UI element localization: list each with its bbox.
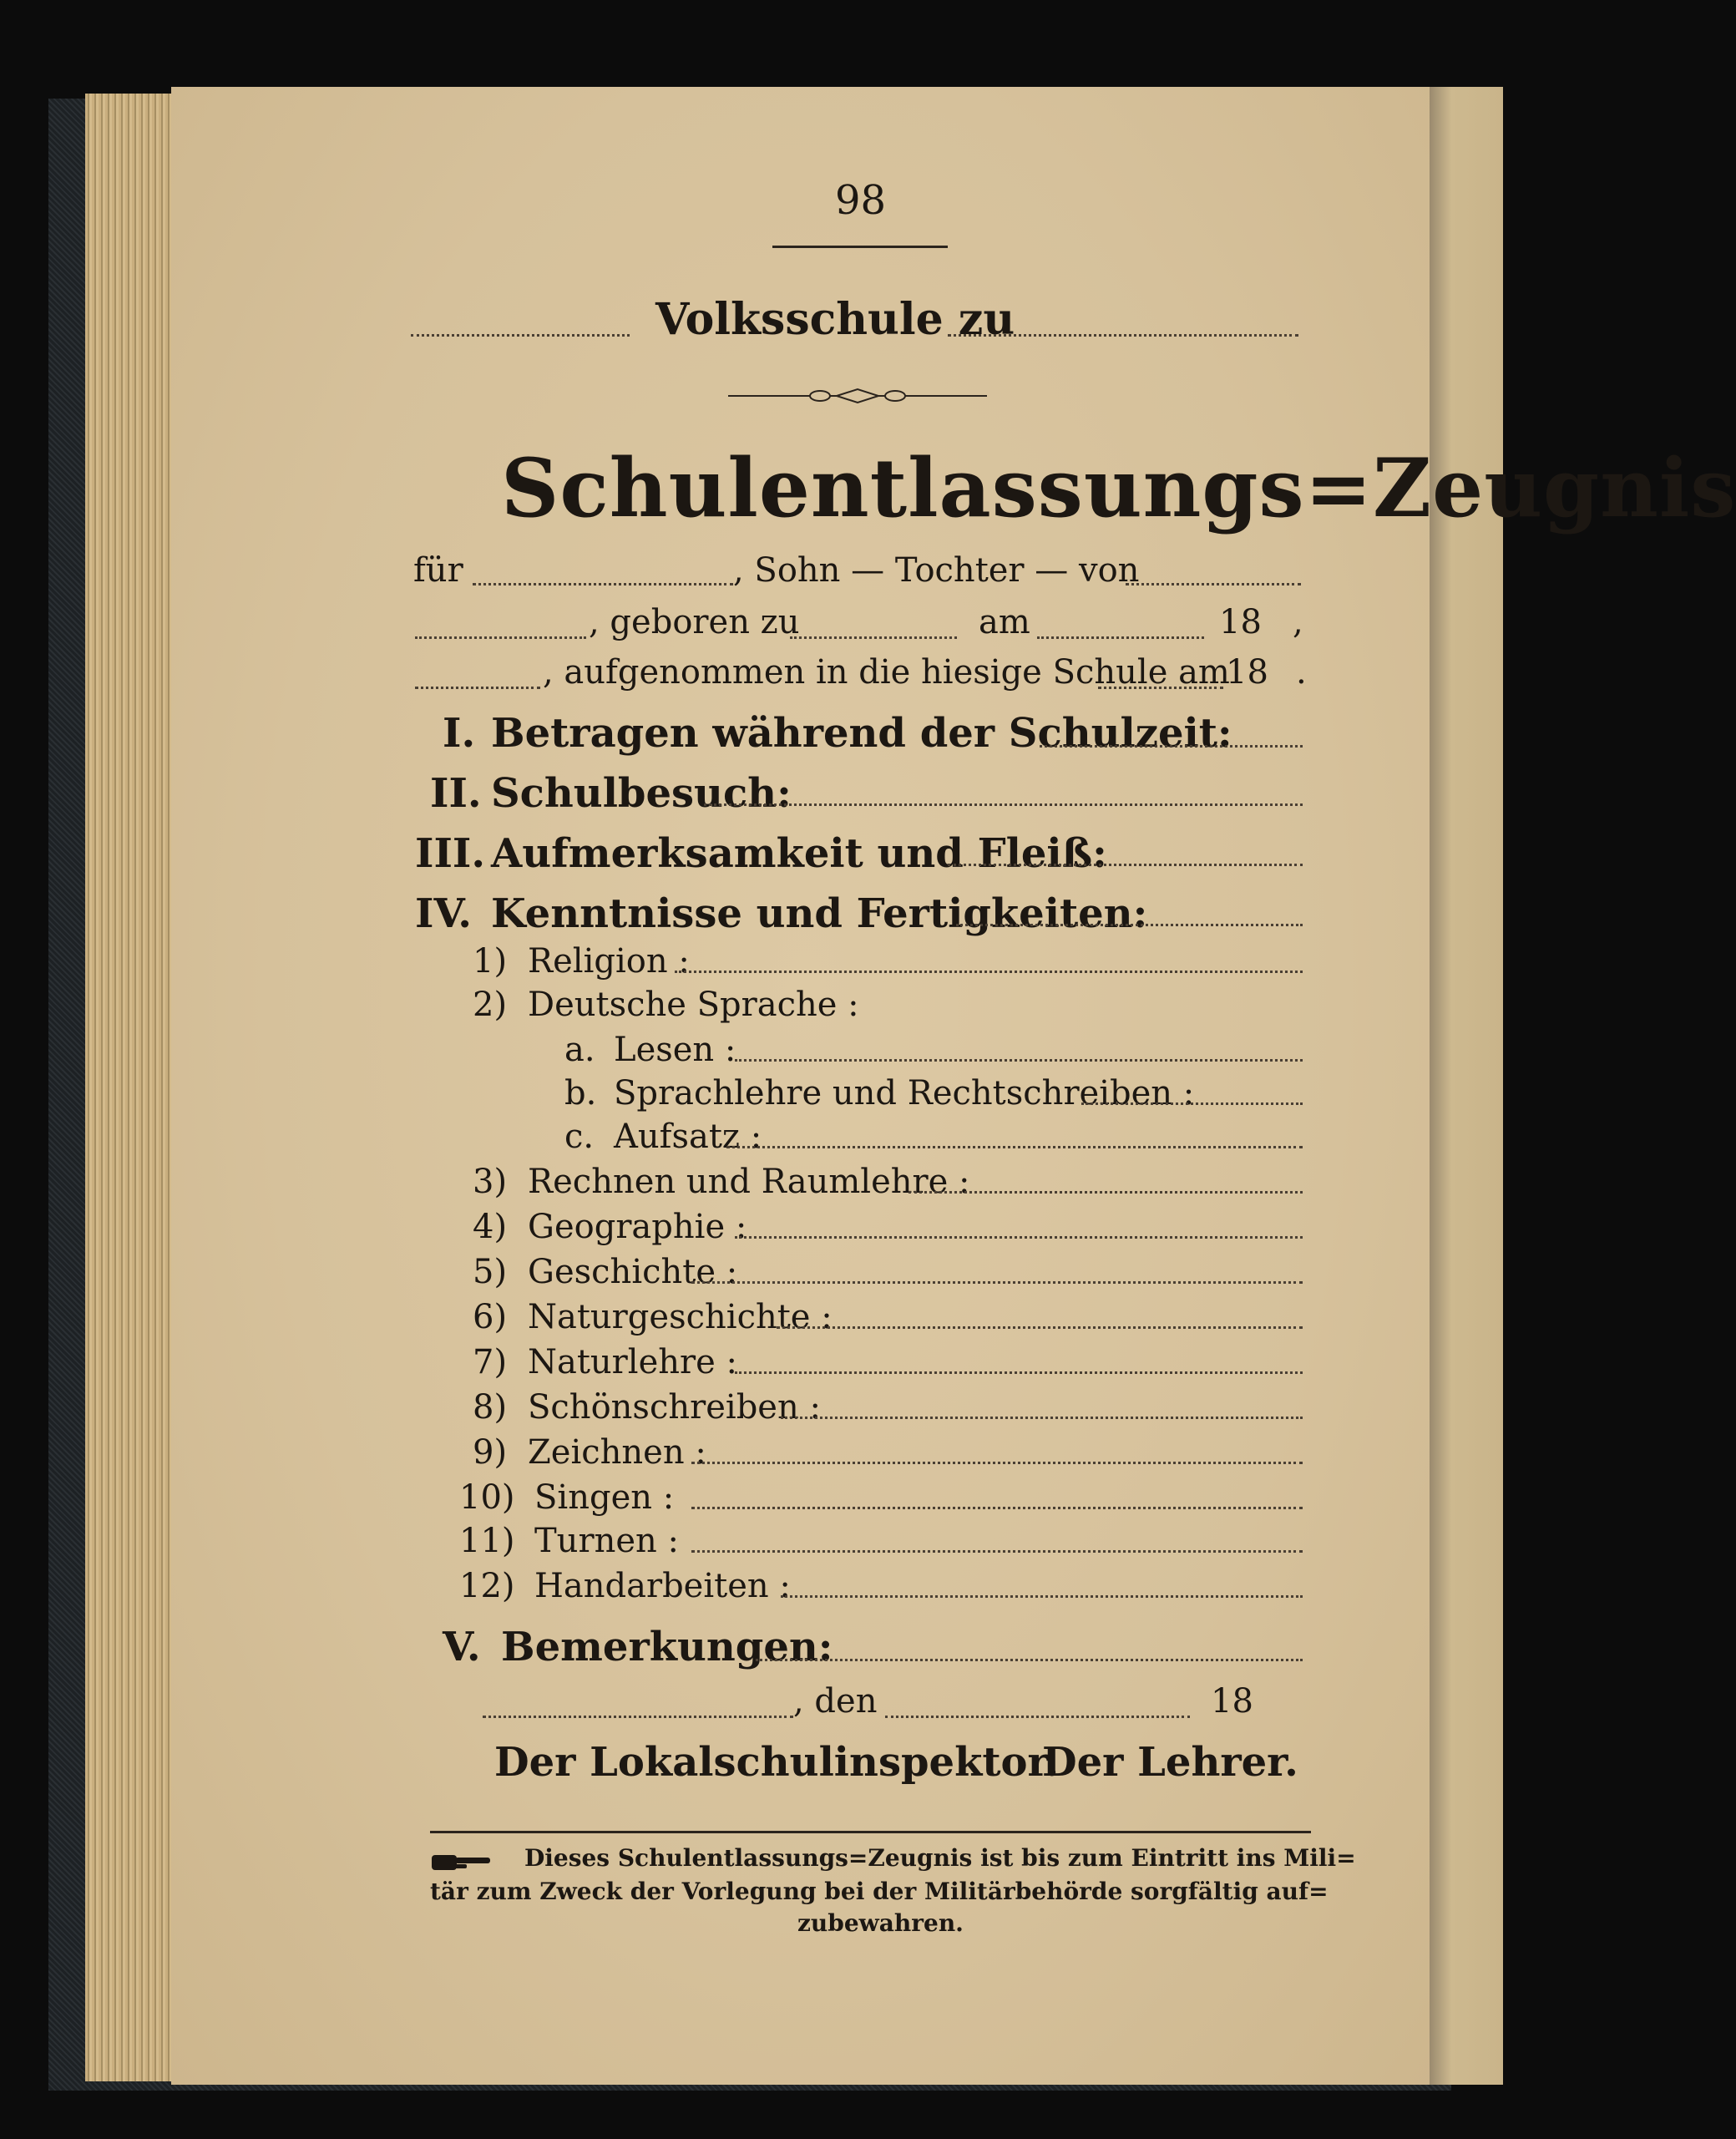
- subject-number: 6): [473, 1298, 508, 1336]
- birth-place-prefix-field[interactable]: [415, 636, 586, 639]
- subject-label: Religion :: [528, 942, 690, 981]
- subject-label: Geschichte :: [528, 1253, 738, 1291]
- footnote-line-3: zubewahren.: [797, 1909, 964, 1937]
- teacher-signature-label: Der Lehrer.: [1042, 1739, 1298, 1786]
- grade-field-arithmetic[interactable]: [908, 1191, 1303, 1194]
- grade-field-grammar[interactable]: [1081, 1102, 1303, 1105]
- grade-field-reading[interactable]: [735, 1059, 1303, 1062]
- section-i-numeral: I.: [443, 710, 476, 757]
- grade-field-history[interactable]: [691, 1281, 1303, 1284]
- remarks-field[interactable]: [756, 1659, 1303, 1661]
- section-i-label: Betragen während der Schulzeit:: [491, 710, 1232, 757]
- grade-field-natural-history[interactable]: [777, 1326, 1303, 1329]
- parent-name-field[interactable]: [1126, 583, 1301, 585]
- school-name-field[interactable]: [411, 334, 630, 337]
- grade-field-geography[interactable]: [735, 1236, 1303, 1239]
- footnote-line-2: tär zum Zweck der Vorlegung bei der Militärbehörde sorgfältig auf=: [430, 1878, 1329, 1905]
- fuer-label: für: [413, 551, 463, 590]
- knowledge-field[interactable]: [956, 924, 1303, 926]
- section-v-label: Bemerkungen:: [501, 1624, 833, 1670]
- school-location-field[interactable]: [948, 334, 1298, 337]
- subject-label: Handarbeiten :: [534, 1567, 791, 1605]
- grade-field-religion[interactable]: [675, 971, 1303, 973]
- grade-field-essay[interactable]: [726, 1146, 1303, 1148]
- birth-line-comma: ,: [1293, 603, 1303, 641]
- subject-number: 11): [459, 1522, 515, 1560]
- admitted-label: , aufgenommen in die hiesige Schule am: [543, 653, 1230, 692]
- pointing-hand-icon: [430, 1850, 493, 1873]
- subject-label: Naturlehre :: [528, 1343, 738, 1381]
- admission-year-label: 18: [1226, 653, 1268, 692]
- subject-label: Geographie :: [528, 1208, 747, 1246]
- subject-number: 3): [473, 1163, 508, 1201]
- page-number: 98: [835, 177, 887, 224]
- conduct-field[interactable]: [1040, 745, 1303, 748]
- certificate-title: Schulentlassungs=Zeugnis: [501, 441, 1736, 535]
- subject-number: b.: [564, 1074, 597, 1113]
- birth-place-field[interactable]: [790, 636, 957, 639]
- subject-label: Singen :: [534, 1478, 675, 1517]
- section-ii-label: Schulbesuch:: [491, 770, 792, 817]
- ornament-divider: [728, 384, 987, 408]
- admission-line-period: .: [1296, 653, 1307, 692]
- footnote-line-1: Dieses Schulentlassungs=Zeugnis ist bis zum Eintritt ins Mili=: [524, 1844, 1356, 1872]
- subject-label: Turnen :: [534, 1522, 679, 1560]
- subject-number: 7): [473, 1343, 508, 1381]
- subject-number: 8): [473, 1388, 508, 1427]
- issue-year-label: 18: [1211, 1682, 1253, 1721]
- subject-number: 9): [473, 1433, 508, 1472]
- subject-label: Zeichnen :: [528, 1433, 706, 1472]
- attendance-field[interactable]: [704, 803, 1303, 806]
- subject-number: a.: [564, 1031, 595, 1069]
- admission-date-field[interactable]: [1098, 687, 1223, 689]
- birth-date-field[interactable]: [1037, 636, 1204, 639]
- grade-field-drawing[interactable]: [691, 1462, 1303, 1464]
- issue-place-field[interactable]: [483, 1716, 793, 1718]
- section-iv-label: Kenntnisse und Fertigkeiten:: [491, 890, 1148, 937]
- born-in-label: , geboren zu: [589, 603, 800, 641]
- subject-label: Deutsche Sprache :: [528, 986, 859, 1024]
- inspector-signature-label: Der Lokalschulinspektor.: [494, 1739, 1060, 1786]
- pupil-name-field[interactable]: [473, 583, 733, 585]
- subject-label: Rechnen und Raumlehre :: [528, 1163, 970, 1201]
- subject-number: 2): [473, 986, 508, 1024]
- subject-number: 5): [473, 1253, 508, 1291]
- admission-prefix-field[interactable]: [415, 687, 540, 689]
- subject-label: Schönschreiben :: [528, 1388, 821, 1427]
- section-v-numeral: V.: [443, 1624, 481, 1670]
- page-gutter: [1430, 87, 1503, 2085]
- subject-label: Aufsatz :: [614, 1118, 762, 1156]
- subject-label: Naturgeschichte :: [528, 1298, 833, 1336]
- page-number-rule: [772, 246, 948, 248]
- subject-number: 10): [459, 1478, 515, 1517]
- section-iii-numeral: III.: [415, 830, 486, 877]
- diligence-field[interactable]: [948, 864, 1303, 866]
- grade-field-singing[interactable]: [691, 1507, 1303, 1509]
- grade-field-physics[interactable]: [735, 1371, 1303, 1374]
- footnote-rule: [430, 1831, 1311, 1833]
- subject-label: Sprachlehre und Rechtschreiben :: [614, 1074, 1195, 1113]
- school-header: Volksschule zu: [655, 294, 1015, 345]
- son-daughter-label: , Sohn — Tochter — von: [733, 551, 1140, 590]
- birth-year-label: 18: [1219, 603, 1262, 641]
- grade-field-penmanship[interactable]: [781, 1417, 1303, 1419]
- grade-field-needlework[interactable]: [781, 1595, 1303, 1598]
- section-ii-numeral: II.: [430, 770, 482, 817]
- birth-date-label: am: [979, 603, 1030, 641]
- issue-date-field[interactable]: [885, 1716, 1190, 1718]
- subject-number: c.: [564, 1118, 595, 1156]
- grade-field-gymnastics[interactable]: [691, 1550, 1303, 1553]
- subject-number: 1): [473, 942, 508, 981]
- date-den-label: , den: [793, 1682, 878, 1721]
- section-iv-numeral: IV.: [415, 890, 473, 937]
- subject-label: Lesen :: [614, 1031, 736, 1069]
- subject-number: 4): [473, 1208, 508, 1246]
- subject-number: 12): [459, 1567, 515, 1605]
- section-iii-label: Aufmerksamkeit und Fleiß:: [491, 830, 1107, 877]
